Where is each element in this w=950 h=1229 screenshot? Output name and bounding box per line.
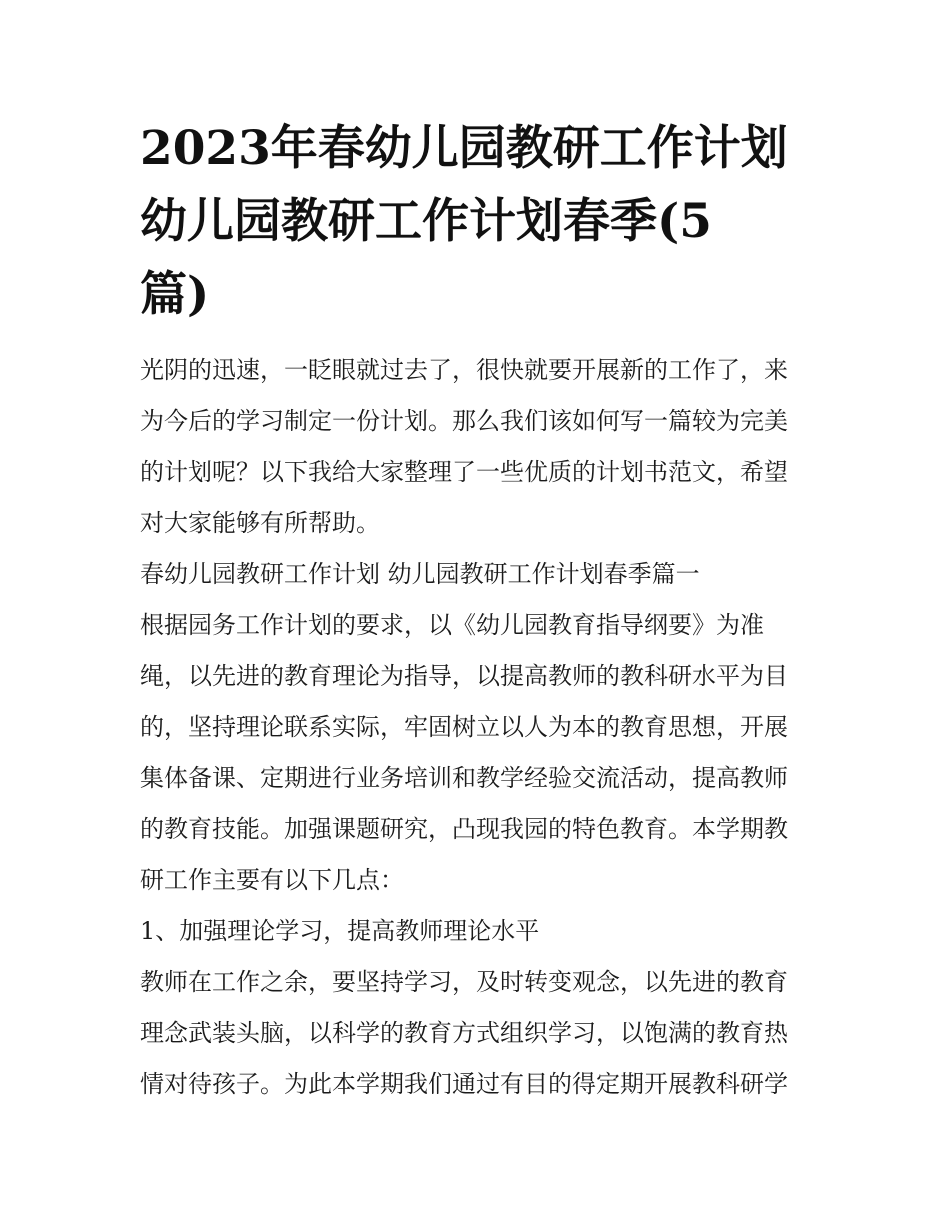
- body-line: 对大家能够有所帮助。: [140, 509, 380, 537]
- subsection-heading: 1、加强理论学习，提高教师理论水平: [140, 917, 540, 945]
- body-line: 为今后的学习制定一份计划。那么我们该如何写一篇较为完美: [140, 407, 788, 435]
- body-line: 的，坚持理论联系实际，牢固树立以人为本的教育思想，开展: [140, 713, 788, 741]
- title-line-2: 幼儿园教研工作计划春季(5: [140, 194, 712, 249]
- document-body: [140, 345, 820, 1110]
- body-line: 教师在工作之余，要坚持学习，及时转变观念，以先进的教育: [140, 968, 788, 996]
- body-line: 集体备课、定期进行业务培训和教学经验交流活动，提高教师: [140, 764, 788, 792]
- body-line: 的计划呢？以下我给大家整理了一些优质的计划书范文，希望: [140, 458, 788, 486]
- body-line: 研工作主要有以下几点：: [140, 866, 404, 894]
- body-line: 光阴的迅速，一眨眼就过去了，很快就要开展新的工作了，来: [140, 356, 788, 384]
- body-line: 绳，以先进的教育理论为指导，以提高教师的教科研水平为目: [140, 662, 788, 690]
- body-line: 理念武装头脑，以科学的教育方式组织学习，以饱满的教育热: [140, 1019, 788, 1047]
- document-title: [140, 112, 820, 331]
- title-line-3: 篇): [140, 267, 210, 322]
- document-content: [140, 112, 820, 1110]
- section-heading: 春幼儿园教研工作计划 幼儿园教研工作计划春季篇一: [140, 560, 700, 588]
- body-line: 的教育技能。加强课题研究，凸现我园的特色教育。本学期教: [140, 815, 788, 843]
- body-line: 根据园务工作计划的要求，以《幼儿园教育指导纲要》为准: [140, 611, 764, 639]
- body-line: 情对待孩子。为此本学期我们通过有目的得定期开展教科研学: [140, 1070, 788, 1098]
- title-line-1: 2023年春幼儿园教研工作计划: [140, 121, 788, 176]
